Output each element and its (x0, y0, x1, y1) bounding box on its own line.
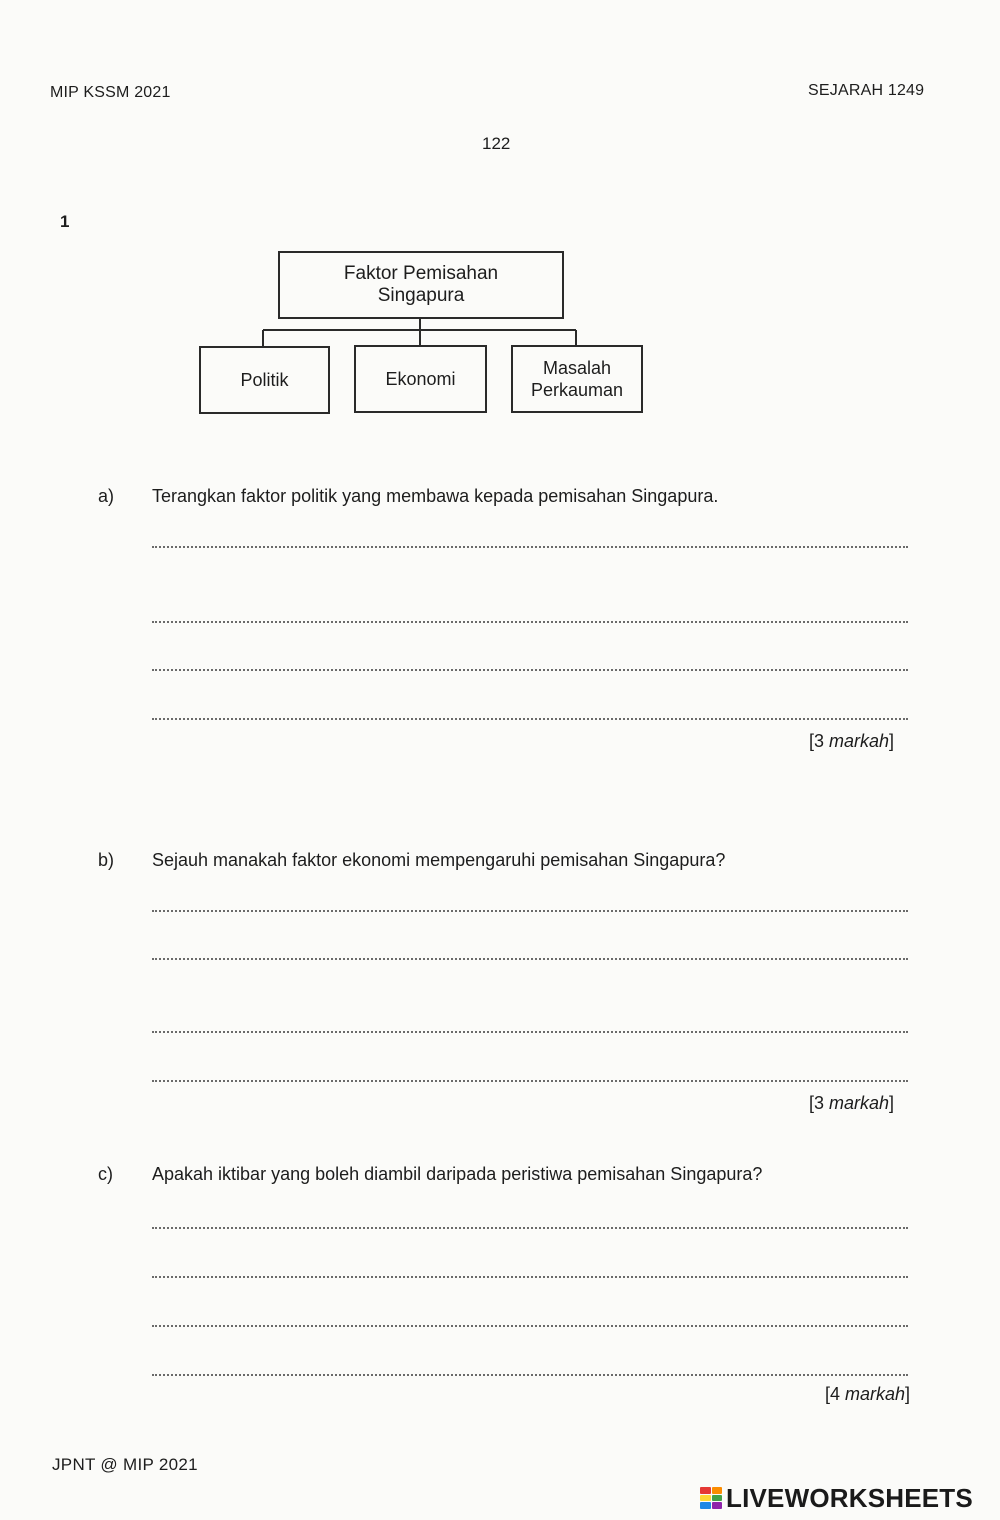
answer-line-a-2[interactable] (152, 621, 908, 623)
answer-line-a-1[interactable] (152, 546, 908, 548)
question-b-marks: [3 markah] (808, 1093, 894, 1113)
question-a-label: a) (98, 486, 115, 506)
diagram-connectors (0, 0, 1000, 460)
page-number: 122 (482, 134, 511, 153)
question-c-label: c) (98, 1164, 113, 1184)
answer-line-a-3[interactable] (152, 669, 908, 671)
question-c-text: Apakah iktibar yang boleh diambil daripada peristiwa pemisahan Singapura? (152, 1164, 763, 1184)
answer-line-a-4[interactable] (152, 718, 908, 720)
answer-line-c-3[interactable] (152, 1325, 908, 1327)
header-exam-title: MIP KSSM 2021 (50, 84, 171, 101)
answer-line-b-4[interactable] (152, 1080, 908, 1082)
question-b-label: b) (98, 850, 115, 870)
header-subject-code: SEJARAH 1249 (808, 82, 925, 99)
answer-line-b-3[interactable] (152, 1031, 908, 1033)
footer-copyright: JPNT @ MIP 2021 (52, 1455, 198, 1474)
answer-line-b-2[interactable] (152, 958, 908, 960)
answer-line-c-2[interactable] (152, 1276, 908, 1278)
question-number: 1 (60, 212, 70, 231)
diagram-box-label-line-2: Perkauman (530, 380, 624, 400)
diagram-box-masalah-perkauman (511, 345, 643, 413)
diagram-root-line-1: Faktor Pemisahan (343, 263, 499, 284)
answer-line-c-4[interactable] (152, 1374, 908, 1376)
question-a-marks: [3 markah] (808, 731, 894, 751)
brand-name: LIVEWORKSHEETS (726, 1482, 973, 1513)
diagram-box-label: Politik (240, 370, 289, 390)
question-a-text: Terangkan faktor politik yang membawa kepada pemisahan Singapura. (152, 486, 719, 506)
diagram-box-ekonomi (354, 345, 487, 413)
diagram-box-politik (199, 346, 330, 414)
diagram-box-label-line-1: Masalah (542, 358, 612, 378)
diagram-root-box (278, 251, 564, 319)
question-c-marks: [4 markah] (824, 1384, 910, 1404)
question-b-text: Sejauh manakah faktor ekonomi mempengaruhi pemisahan Singapura? (152, 850, 726, 870)
liveworksheets-logo-icon (700, 1487, 722, 1509)
diagram-box-label: Ekonomi (385, 369, 456, 389)
answer-line-b-1[interactable] (152, 910, 908, 912)
liveworksheets-brand[interactable] (700, 1484, 973, 1512)
answer-line-c-1[interactable] (152, 1227, 908, 1229)
diagram-root-line-2: Singapura (377, 285, 465, 306)
